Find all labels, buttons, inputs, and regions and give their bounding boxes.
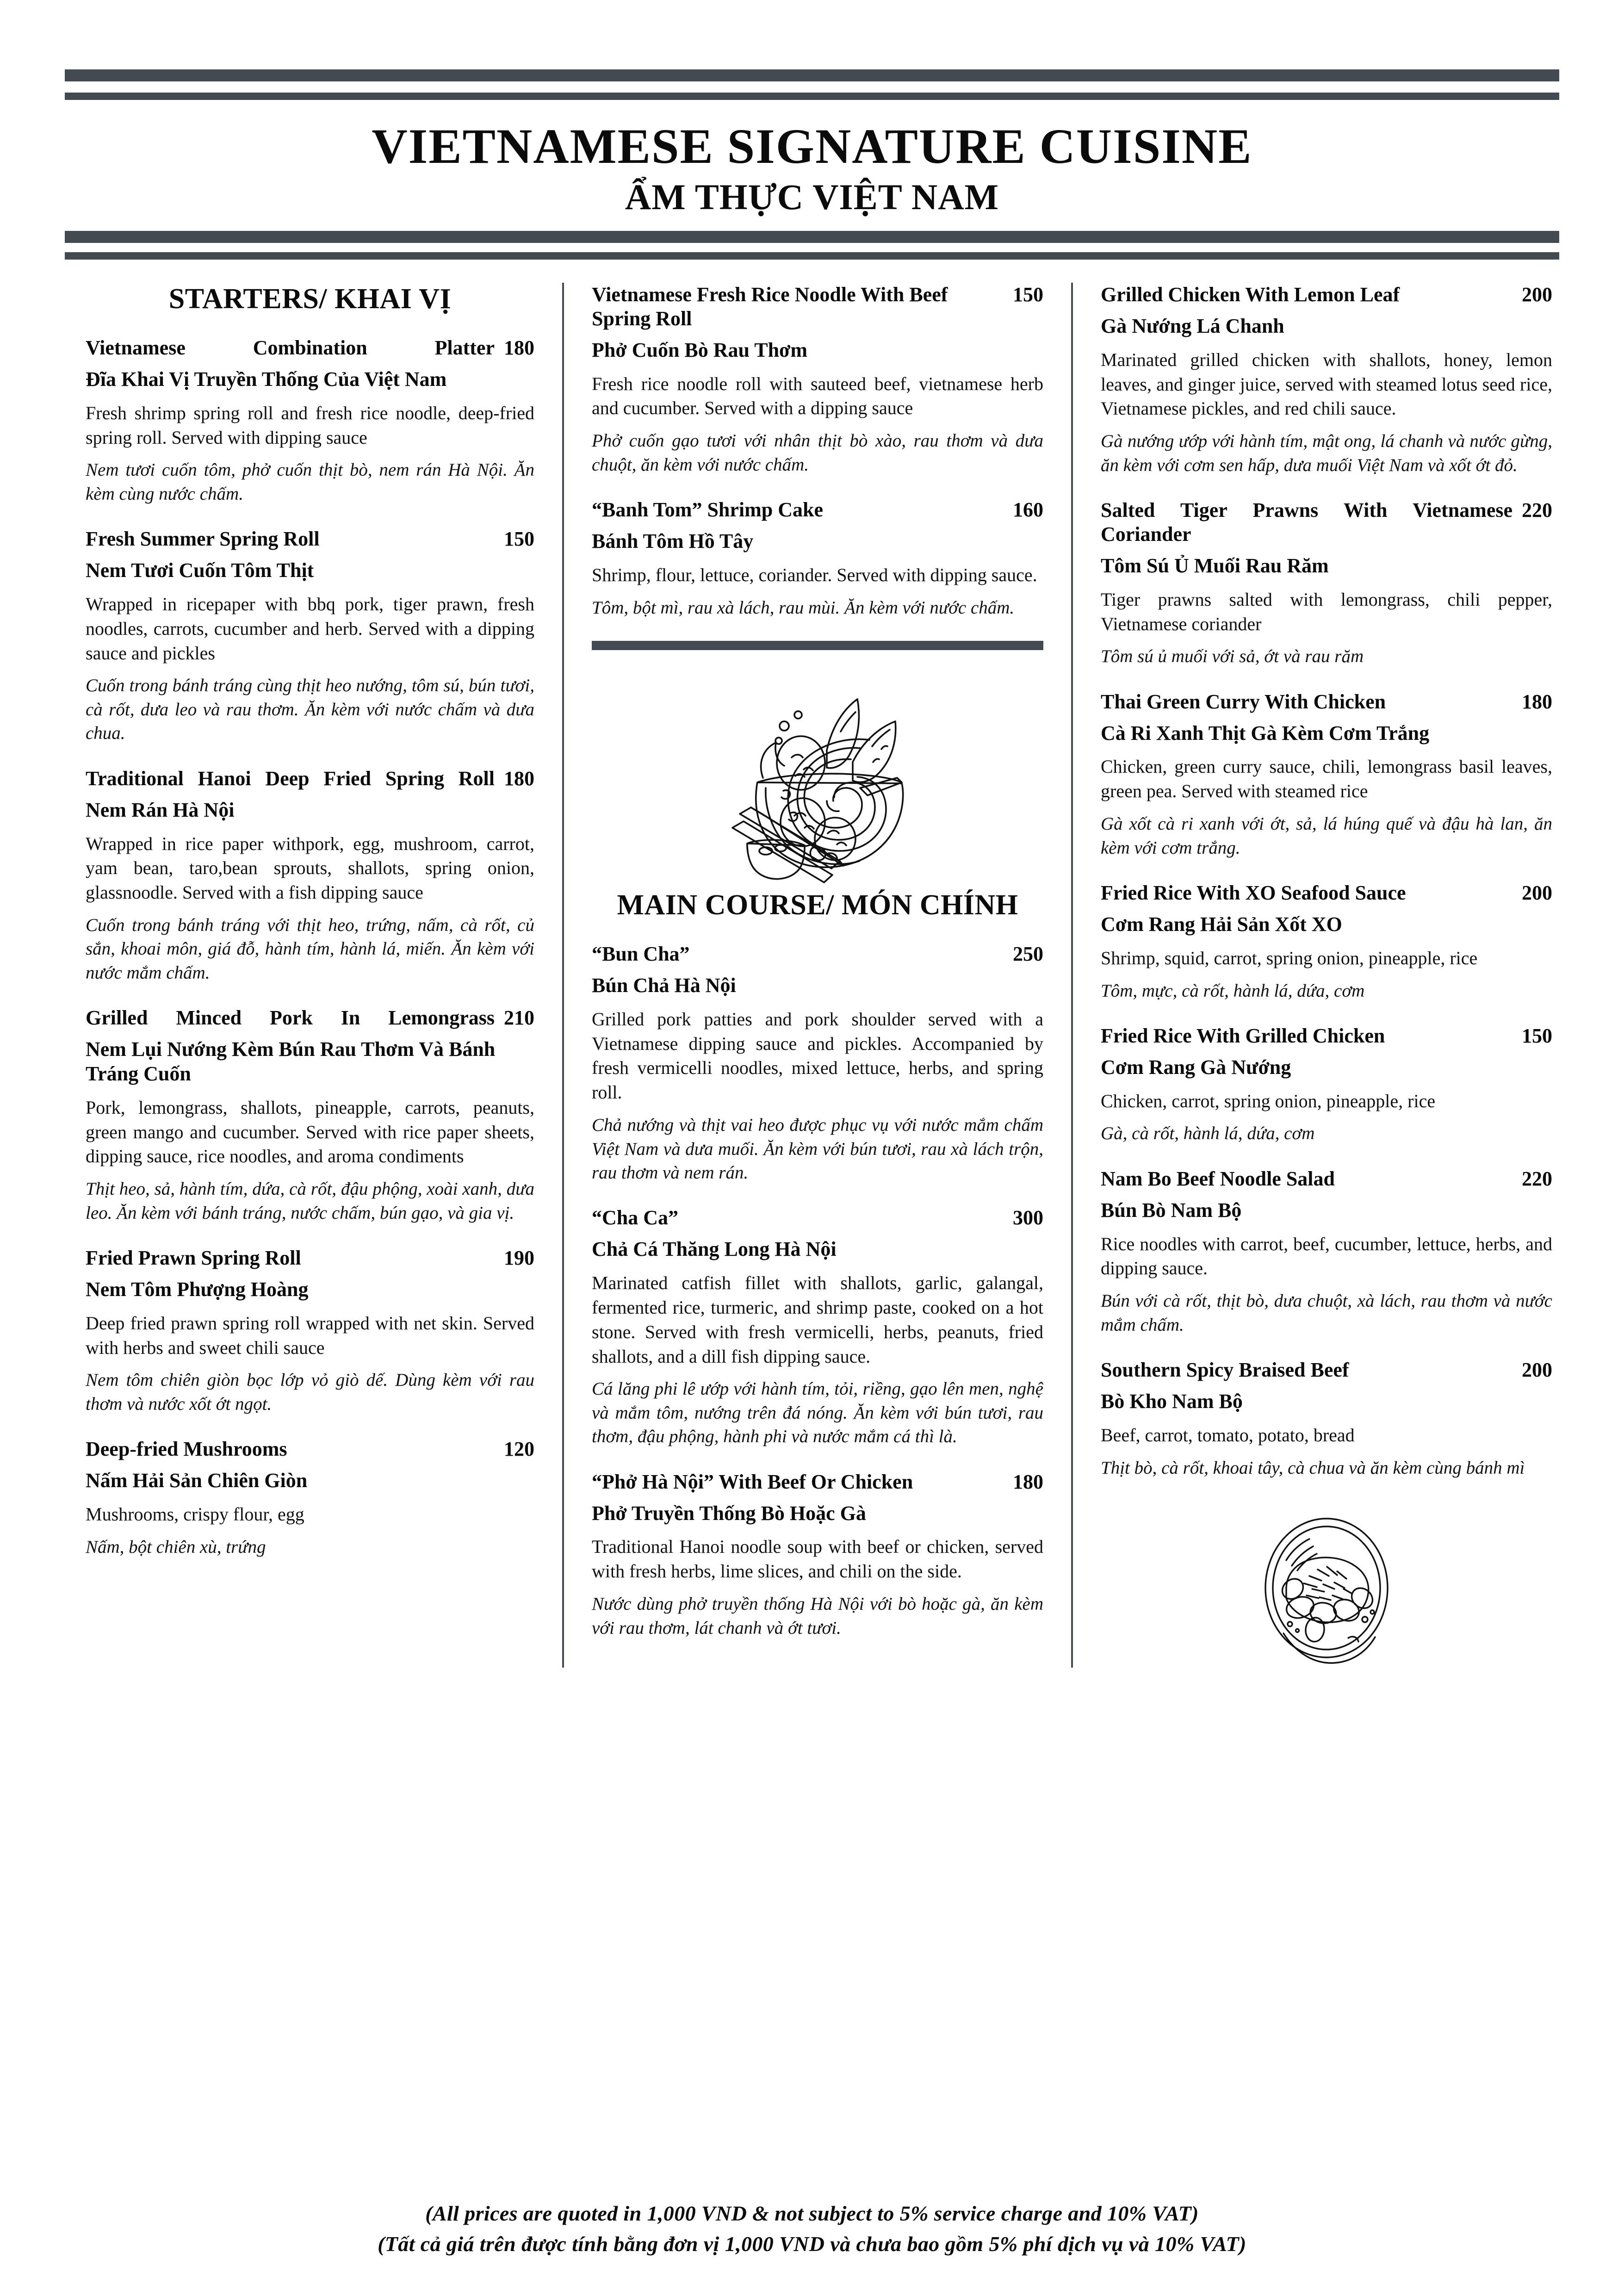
menu-item-head [1101,690,1552,714]
menu-item-head [1101,881,1552,905]
menu-item-name: “Bun Cha” [592,943,690,966]
menu-item-desc-vn: Nem tôm chiên giòn bọc lớp vỏ giò dế. Dùng kèm với rau thơm và nước xốt ớt ngọt. [86,1370,534,1414]
noodle-bowl-icon [592,650,1043,889]
footer-note [0,2198,1624,2259]
menu-item-name-vn: Đĩa Khai Vị Truyền Thống Của Việt Nam [86,367,447,391]
menu-item-desc-vn: Cá lăng phi lê ướp với hành tím, tỏi, riềng, gạo lên men, nghệ và mắm tôm, nướng trên đá nóng. Ăn kèm với bún tươi, rau thơm, đậu phộng, hành phi và nước mắm cá thì là. [592,1379,1043,1447]
menu-item-name-vn: Cơm Rang Hải Sản Xốt XO [1101,912,1342,936]
menu-item-name: Fried Rice With XO Seafood Sauce [1101,881,1406,904]
menu-item[interactable] [86,527,534,745]
menu-item-name: Fresh Summer Spring Roll [86,527,320,551]
menu-item-price: 250 [1013,943,1043,966]
menu-item-price: 300 [1013,1206,1043,1229]
header-rule-1 [65,69,1559,81]
menu-item-desc-en: Grilled pork patties and pork shoulder served with a Vietnamese dipping sauce and pickles. Accompanied by fresh vermicelli noodles, mixed lettuce, herbs, and spring roll. [592,1008,1043,1103]
menu-item[interactable] [1101,1024,1552,1146]
menu-item-desc-vn: Tôm, bột mì, rau xà lách, rau mùi. Ăn kèm với nước chấm. [592,597,1015,618]
menu-item[interactable] [86,1006,534,1225]
menu-item-desc-vn: Tôm, mực, cà rốt, hành lá, dứa, cơm [1101,980,1365,1001]
menu-item-desc-en: Marinated grilled chicken with shallots, honey, lemon leaves, and ginger juice, served with steamed lotus seed rice, Vietnamese pickles, and red chili sauce. [1101,349,1552,419]
middle-column-divider [592,641,1043,650]
column-middle [562,283,1071,1668]
menu-title-en: VIETNAMESE SIGNATURE CUISINE [372,119,1252,174]
menu-item-price: 180 [504,336,534,360]
menu-item-name: Nam Bo Beef Noodle Salad [1101,1167,1335,1190]
menu-item-desc-en: Chicken, green curry sauce, chili, lemongrass basil leaves, green pea. Served with steamed rice [1101,756,1552,802]
menu-item-name-vn: Cà Ri Xanh Thịt Gà Kèm Cơm Trắng [1101,721,1430,744]
menu-item-name-vn: Tôm Sú Ủ Muối Rau Răm [1101,554,1329,577]
menu-item-desc-en: Chicken, carrot, spring onion, pineapple, rice [1101,1090,1436,1111]
menu-item-name: Vietnamese Combination Platter [86,336,495,360]
menu-item-desc-en: Traditional Hanoi noodle soup with beef or chicken, served with fresh herbs, lime slices, and chili on the side. [592,1536,1043,1582]
header-rule-3 [65,231,1559,243]
menu-item-head [592,1206,1043,1230]
menu-item[interactable] [1101,690,1552,860]
menu-item-name: Salted Tiger Prawns With Vietnamese Coriander [1101,499,1512,546]
menu-item-head [592,942,1043,966]
menu-item[interactable] [86,1246,534,1416]
menu-item[interactable] [1101,498,1552,669]
menu-item-desc-vn: Gà xốt cà ri xanh với ớt, sả, lá húng quế và đậu hà lan, ăn kèm với cơm trắng. [1101,814,1552,858]
menu-item-desc-en: Marinated catfish fillet with shallots, garlic, galangal, fermented rice, turmeric, and shrimp paste, cooked on a hot stone. Served with fresh vermicelli, herbs, peanuts, fried shallots, and a dill fish dipping sauce. [592,1272,1043,1367]
menu-item[interactable] [86,767,534,985]
menu-item-desc-en: Fresh rice noodle roll with sauteed beef, vietnamese herb and cucumber. Served with a dipping sauce [592,373,1043,419]
menu-title-vn: ẨM THỰC VIỆT NAM [625,177,999,217]
footer-note-en: (All prices are quoted in 1,000 VND & not subject to 5% service charge and 10% VAT) [425,2202,1199,2226]
menu-title-block [0,100,1624,231]
column-starters-left [53,283,562,1668]
menu-item-name: Grilled Minced Pork In Lemongrass [86,1006,495,1030]
menu-item-head [1101,1024,1552,1048]
menu-item-price: 220 [1522,499,1552,522]
menu-item-head [1101,1358,1552,1382]
menu-item-desc-vn: Bún với cà rốt, thịt bò, dưa chuột, xà lách, rau thơm và nước mắm chấm. [1101,1291,1552,1335]
menu-item-price: 180 [1522,690,1552,713]
braised-beef-bowl-icon [1101,1501,1552,1668]
menu-item[interactable] [592,942,1043,1185]
menu-item-price: 120 [504,1438,534,1461]
menu-item-name: Deep-fried Mushrooms [86,1438,287,1461]
menu-item[interactable] [592,283,1043,477]
menu-item[interactable] [86,1437,534,1559]
menu-item-desc-vn: Tôm sú ủ muối với sả, ớt và rau răm [1101,646,1364,667]
menu-item-name-vn: Gà Nướng Lá Chanh [1101,314,1284,337]
menu-item-name: “Banh Tom” Shrimp Cake [592,498,824,521]
menu-item-name-vn: Phở Cuốn Bò Rau Thơm [592,338,808,361]
menu-item-desc-vn: Nấm, bột chiên xù, trứng [86,1537,266,1557]
header-rule-2 [65,93,1559,100]
menu-item-desc-en: Mushrooms, crispy flour, egg [86,1504,304,1525]
header-rule-4 [65,252,1559,260]
menu-item-name-vn: Nem Tôm Phượng Hoàng [86,1278,309,1301]
menu-item-price: 180 [504,767,534,790]
menu-item-desc-vn: Nem tươi cuốn tôm, phở cuốn thịt bò, nem rán Hà Nội. Ăn kèm cùng nước chấm. [86,460,534,504]
menu-item-desc-vn: Phở cuốn gạo tươi với nhân thịt bò xào, rau thơm và dưa chuột, ăn kèm với nước chấm. [592,431,1043,475]
menu-item-desc-en: Rice noodles with carrot, beef, cucumber, lettuce, herbs, and dipping sauce. [1101,1233,1552,1279]
menu-item-price: 150 [1013,283,1043,306]
menu-item-price: 150 [1522,1024,1552,1047]
menu-item[interactable] [592,498,1043,620]
menu-item-name: Thai Green Curry With Chicken [1101,690,1386,713]
menu-item-name: “Cha Ca” [592,1206,679,1229]
menu-item-desc-vn: Cuốn trong bánh tráng với thịt heo, trứng, nấm, cà rốt, củ sắn, khoai môn, giá đỗ, hành tím, hành lá, miến. Ăn kèm với nước mắm chấm. [86,915,534,983]
menu-item-name-vn: Chả Cá Thăng Long Hà Nội [592,1238,837,1261]
menu-item-desc-vn: Thịt heo, sả, hành tím, dứa, cà rốt, đậu phộng, xoài xanh, dưa leo. Ăn kèm với bánh tráng, nước chấm, bún gạo, và gia vị. [86,1179,534,1223]
menu-item-price: 200 [1522,881,1552,904]
menu-item-head [86,1437,534,1461]
menu-item[interactable] [1101,1358,1552,1480]
menu-item-desc-vn: Cuốn trong bánh tráng cùng thịt heo nướng, tôm sú, bún tươi, cà rốt, dưa leo và rau thơm. Ăn kèm với nước chấm và dưa chua. [86,676,534,744]
menu-item-desc-en: Fresh shrimp spring roll and fresh rice noodle, deep-fried spring roll. Served with dipping sauce [86,402,534,448]
menu-item-name-vn: Nem Tươi Cuốn Tôm Thịt [86,559,314,582]
menu-item-price: 190 [504,1247,534,1270]
menu-columns [53,260,1571,1668]
menu-item-price: 210 [504,1006,534,1030]
menu-item-name-vn: Nem Lụi Nướng Kèm Bún Rau Thơm Và Bánh Tráng Cuốn [86,1038,496,1085]
menu-item-desc-en: Deep fried prawn spring roll wrapped with net skin. Served with herbs and sweet chili sauce [86,1312,534,1358]
menu-item-head [1101,283,1552,307]
menu-item-price: 220 [1522,1167,1552,1190]
menu-item-head [86,1006,534,1030]
menu-item-name: Grilled Chicken With Lemon Leaf [1101,283,1400,306]
menu-item-desc-vn: Thịt bò, cà rốt, khoai tây, cà chua và ăn kèm cùng bánh mì [1101,1458,1525,1478]
menu-item-head [86,527,534,551]
menu-item-desc-en: Wrapped in ricepaper with bbq pork, tiger prawn, fresh noodles, carrots, cucumber and herb. Served with a dipping sauce and pickles [86,594,534,664]
menu-item-name-vn: Cơm Rang Gà Nướng [1101,1055,1291,1079]
menu-item[interactable] [1101,881,1552,1003]
section-title-starters: STARTERS/ KHAI VỊ [168,283,452,315]
menu-item-price: 160 [1013,498,1043,521]
menu-item-desc-vn: Chả nướng và thịt vai heo được phục vụ với nước mắm chấm Việt Nam và dưa muối. Ăn kèm với bún tươi, rau xà lách trộn, rau thơm và nem rán. [592,1115,1043,1183]
menu-item-name-vn: Bún Chả Hà Nội [592,974,736,997]
menu-item-desc-vn: Gà nướng ướp với hành tím, mật ong, lá chanh và nước gừng, ăn kèm với cơm sen hấp, dưa muối Việt Nam và xốt ớt đỏ. [1101,431,1552,475]
menu-item-price: 150 [504,527,534,551]
menu-item-head [1101,1167,1552,1191]
menu-item-price: 200 [1522,283,1552,306]
menu-item[interactable] [592,1206,1043,1448]
menu-item[interactable] [592,1470,1043,1640]
menu-item-head [86,1246,534,1270]
menu-item[interactable] [1101,283,1552,477]
menu-item-name-vn: Nem Rán Hà Nội [86,798,235,821]
menu-item-name-vn: Bò Kho Nam Bộ [1101,1390,1243,1413]
menu-item-desc-vn: Gà, cà rốt, hành lá, dứa, cơm [1101,1123,1315,1144]
menu-item-name: “Phở Hà Nội” With Beef Or Chicken [592,1470,913,1493]
menu-item-desc-en: Shrimp, squid, carrot, spring onion, pineapple, rice [1101,947,1478,968]
menu-item-desc-en: Beef, carrot, tomato, potato, bread [1101,1424,1355,1445]
menu-item-head [86,336,534,360]
menu-item-name: Fried Rice With Grilled Chicken [1101,1024,1385,1047]
menu-item-name: Southern Spicy Braised Beef [1101,1358,1349,1382]
menu-item-name: Fried Prawn Spring Roll [86,1247,301,1270]
menu-item-price: 180 [1013,1470,1043,1493]
menu-item-desc-en: Shrimp, flour, lettuce, coriander. Served with dipping sauce. [592,564,1037,585]
menu-item-head [1101,498,1552,546]
menu-item-desc-en: Tiger prawns salted with lemongrass, chili pepper, Vietnamese coriander [1101,589,1552,634]
header-rules-bottom [0,231,1624,260]
footer-note-vn: (Tất cả giá trên được tính bằng đơn vị 1,000 VND và chưa bao gồm 5% phí dịch vụ và 10% VAT) [378,2232,1246,2256]
menu-item-head [592,283,1043,331]
header-rules-top [0,0,1624,100]
column-mains-right [1071,283,1571,1668]
section-title-main-course: MAIN COURSE/ MÓN CHÍNH [617,889,1018,921]
menu-item-name-vn: Phở Truyền Thống Bò Hoặc Gà [592,1501,866,1525]
menu-item-head [592,498,1043,522]
menu-item-head [592,1470,1043,1494]
menu-item[interactable] [86,336,534,506]
menu-item-desc-en: Wrapped in rice paper withpork, egg, mushroom, carrot, yam bean, taro,bean sprouts, shallots, spring onion, glassnoodle. Served with a fish dipping sauce [86,833,534,903]
menu-item-name-vn: Nấm Hải Sản Chiên Giòn [86,1469,308,1492]
menu-item-name-vn: Bún Bò Nam Bộ [1101,1198,1242,1222]
menu-item-name: Traditional Hanoi Deep Fried Spring Roll [86,767,495,790]
menu-item-name: Vietnamese Fresh Rice Noodle With Beef Spring Roll [592,283,948,330]
menu-item-head [86,767,534,791]
menu-item-price: 200 [1522,1358,1552,1382]
menu-item-name-vn: Bánh Tôm Hồ Tây [592,530,754,553]
menu-item[interactable] [1101,1167,1552,1337]
menu-item-desc-en: Pork, lemongrass, shallots, pineapple, carrots, peanuts, green mango and cucumber. Served with rice paper sheets, dipping sauce, rice noodles, and aroma condiments [86,1097,534,1167]
menu-item-desc-vn: Nước dùng phở truyền thống Hà Nội với bò hoặc gà, ăn kèm với rau thơm, lát chanh và ớt tươi. [592,1594,1043,1638]
